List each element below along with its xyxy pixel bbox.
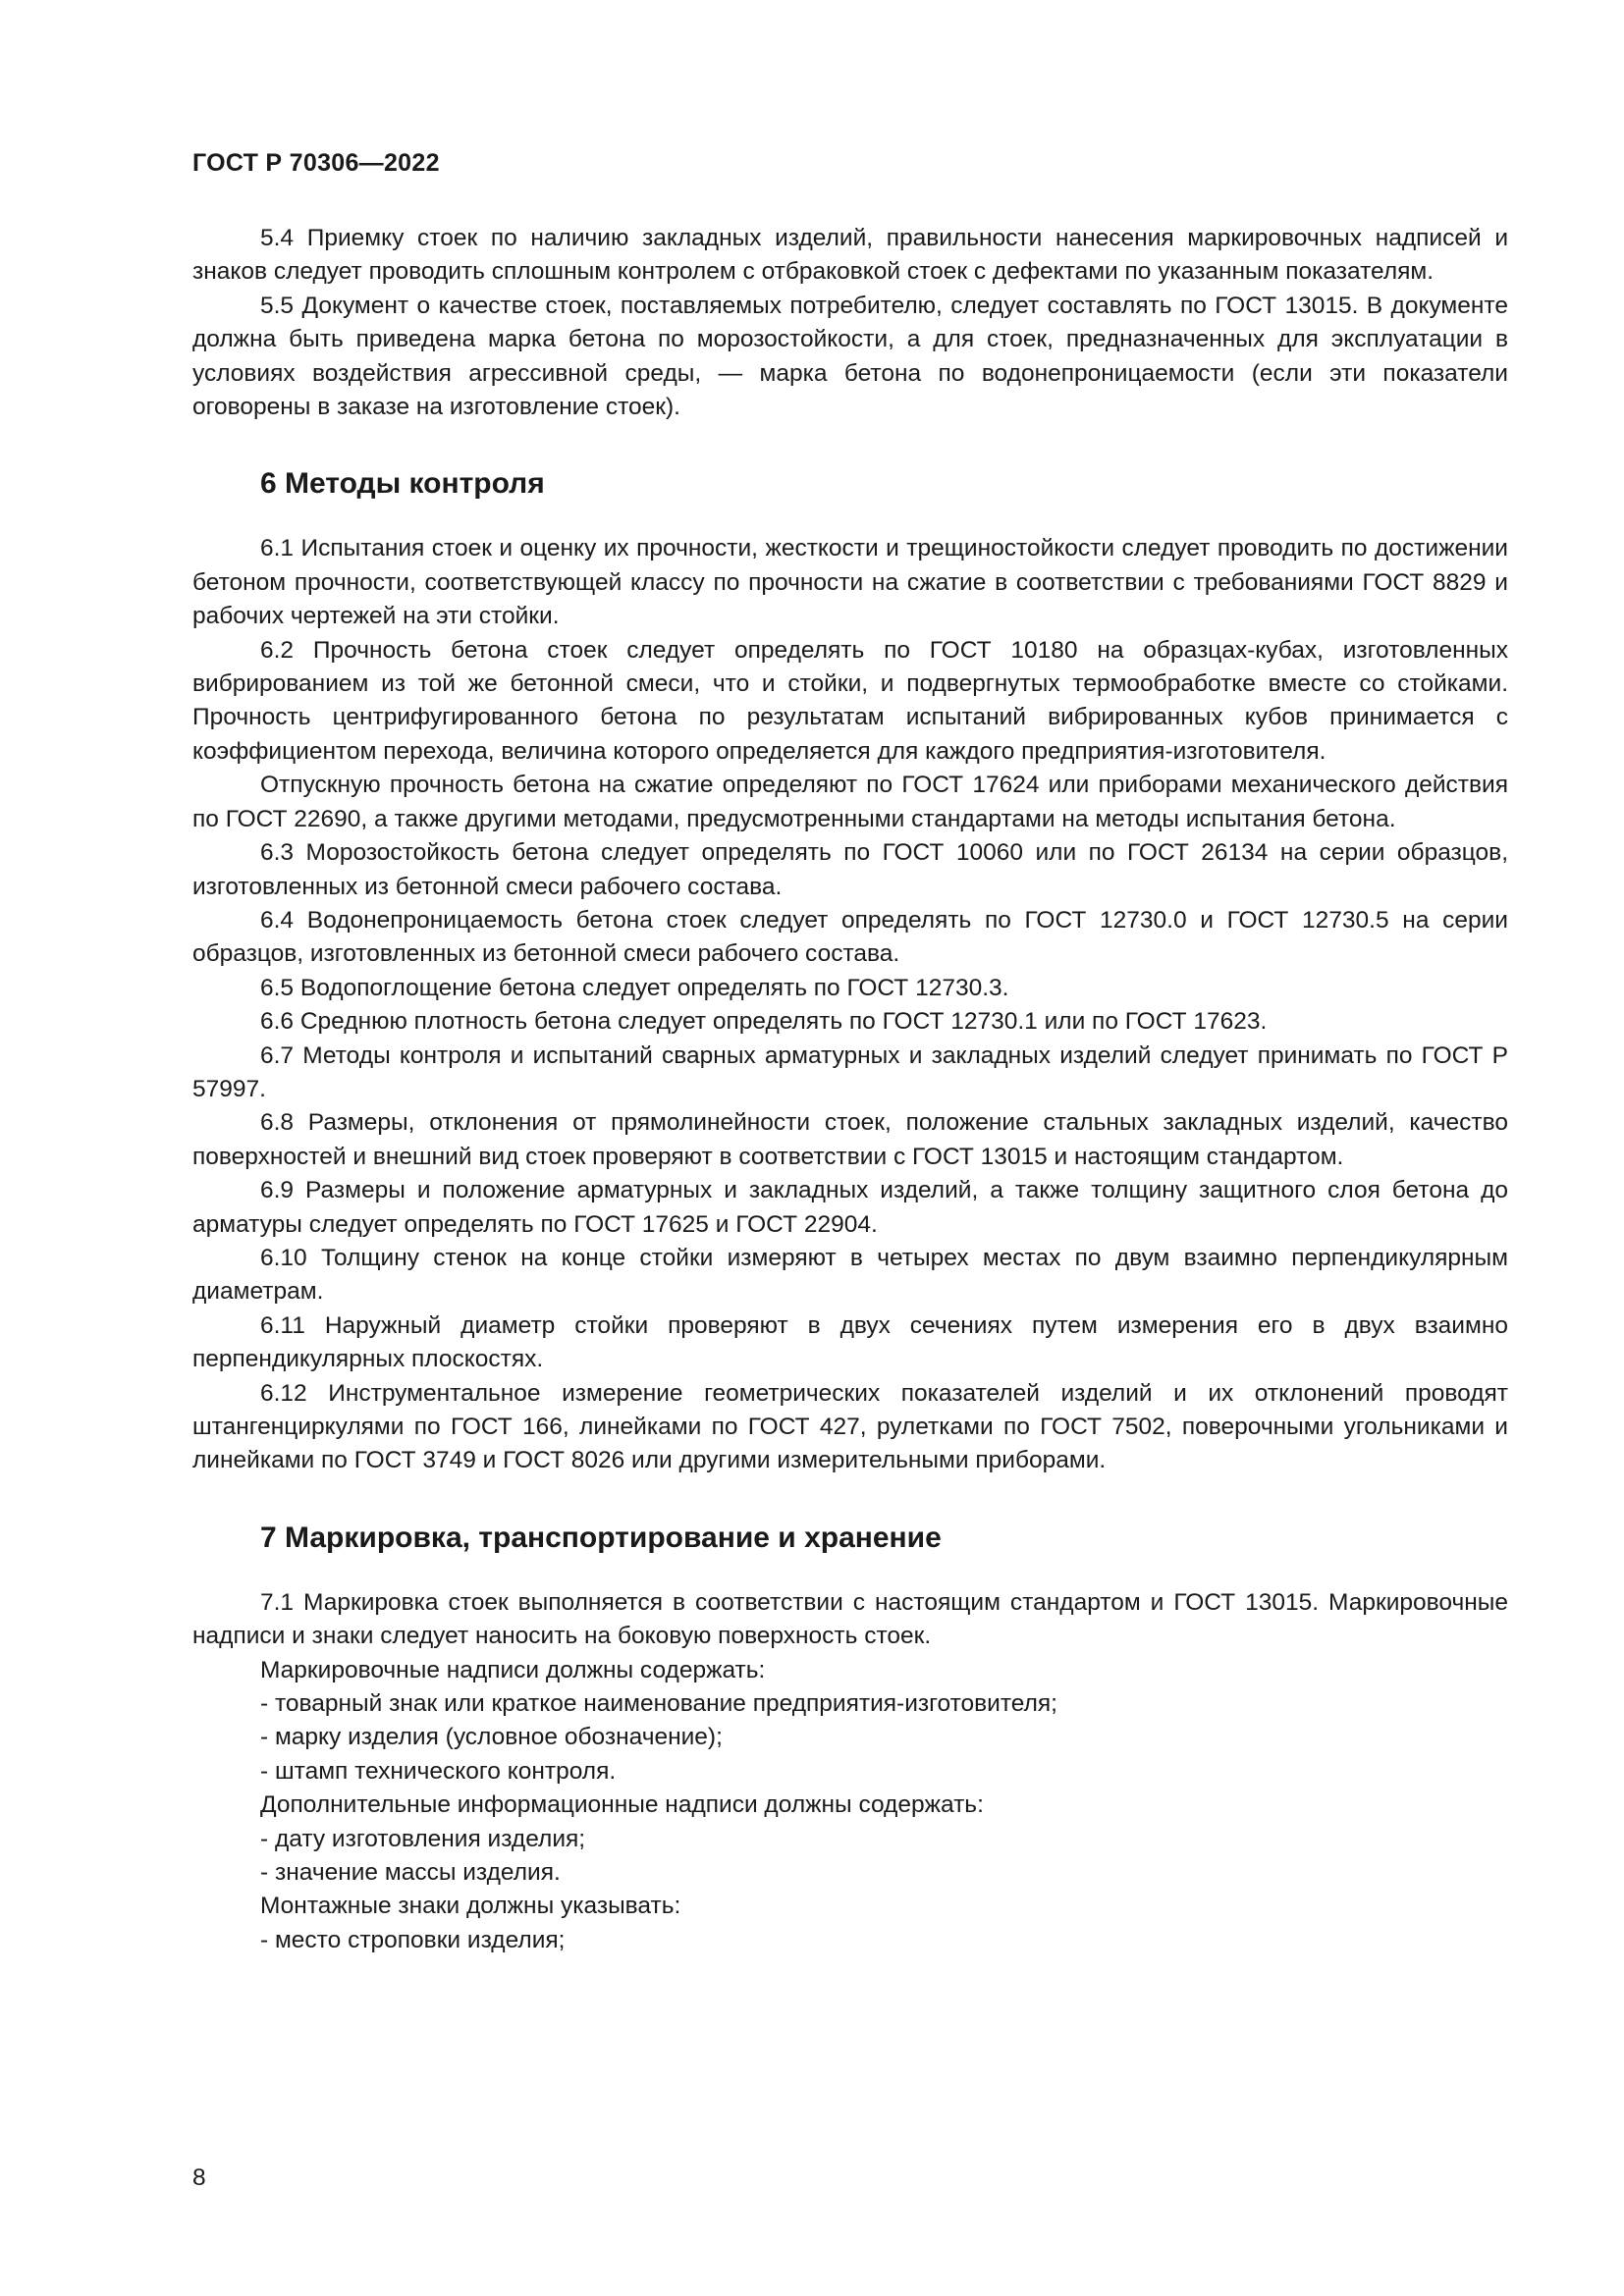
list-item: - марку изделия (условное обозначение);	[260, 1724, 723, 1751]
extra-info-intro: Дополнительные информационные надписи должны содержать:	[260, 1791, 984, 1819]
paragraph-6-11: 6.11 Наружный диаметр стойки проверяют в двух сечениях путем измерения его в двух взаимно перпендикулярных плоскостях.	[192, 1311, 1508, 1373]
paragraph-6-4: 6.4 Водонепроницаемость бетона стоек следует определять по ГОСТ 12730.0 и ГОСТ 12730.5 на серии образцов, изготовленных из бетонной смеси рабочего состава.	[192, 906, 1508, 968]
list-item: - товарный знак или краткое наименование предприятия-изготовителя;	[260, 1690, 1057, 1718]
document-code-header: ГОСТ Р 70306—2022	[192, 149, 440, 177]
paragraph-5-5: 5.5 Документ о качестве стоек, поставляемых потребителю, следует составлять по ГОСТ 13015. В документе должна быть приведена марка бетона по морозостойкости, а для стоек, предназначенных для эксплуатации в условиях воздействия агрессивной среды, — марка бетона по водонепроницаемости (если эти показатели оговорены в заказе на изготовление стоек).	[192, 292, 1508, 421]
list-item: - дату изготовления изделия;	[260, 1825, 586, 1852]
paragraph-7-1: 7.1 Маркировка стоек выполняется в соответствии с настоящим стандартом и ГОСТ 13015. Маркировочные надписи и знаки следует наносить на боковую поверхность стоек.	[192, 1588, 1508, 1650]
paragraph-6-12: 6.12 Инструментальное измерение геометрических показателей изделий и их отклонений проводят штангенциркулями по ГОСТ 166, линейками по ГОСТ 427, рулетками по ГОСТ 7502, поверочными угольниками и линейками по ГОСТ 3749 и ГОСТ 8026 или другими измерительными приборами.	[192, 1379, 1508, 1474]
paragraph-6-3: 6.3 Морозостойкость бетона следует определять по ГОСТ 10060 или по ГОСТ 26134 на серии образцов, изготовленных из бетонной смеси рабочего состава.	[192, 839, 1508, 900]
paragraph-6-2: 6.2 Прочность бетона стоек следует определять по ГОСТ 10180 на образцах-кубах, изготовленных вибрированием из той же бетонной смеси, что и стойки, и подвергнутых термообработке вместе со стойками. Прочность центрифугированного бетона по результатам испытаний вибрированных кубов принимается с коэффициентом перехода, величина которого определяется для каждого предприятия-изготовителя.	[192, 636, 1508, 765]
list-item: - значение массы изделия.	[260, 1859, 561, 1887]
section-7-title: 7 Маркировка, транспортирование и хранение	[260, 1521, 942, 1554]
mounting-signs-intro: Монтажные знаки должны указывать:	[260, 1893, 681, 1920]
list-item: - место строповки изделия;	[260, 1926, 566, 1953]
paragraph-6-7: 6.7 Методы контроля и испытаний сварных арматурных и закладных изделий следует принимать по ГОСТ Р 57997.	[192, 1041, 1508, 1102]
paragraph-5-4: 5.4 Приемку стоек по наличию закладных изделий, правильности нанесения маркировочных надписей и знаков следует проводить сплошным контролем с отбраковкой стоек с дефектами по указанным показателям.	[192, 225, 1508, 286]
marking-intro: Маркировочные надписи должны содержать:	[260, 1656, 766, 1683]
paragraph-6-1: 6.1 Испытания стоек и оценку их прочности, жесткости и трещиностойкости следует проводить по достижении бетоном прочности, соответствующей классу по прочности на сжатие в соответствии с требованиями ГОСТ 8829 и рабочих чертежей на эти стойки.	[192, 535, 1508, 630]
paragraph-6-9: 6.9 Размеры и положение арматурных и закладных изделий, а также толщину защитного слоя бетона до арматуры следует определять по ГОСТ 17625 и ГОСТ 22904.	[192, 1177, 1508, 1238]
list-item: - штамп технического контроля.	[260, 1757, 617, 1785]
page-number: 8	[192, 2164, 206, 2191]
paragraph-6-8: 6.8 Размеры, отклонения от прямолинейности стоек, положение стальных закладных изделий, качество поверхностей и внешний вид стоек проверяют в соответствии с ГОСТ 13015 и настоящим стандартом.	[192, 1109, 1508, 1170]
paragraph-6-10: 6.10 Толщину стенок на конце стойки измеряют в четырех местах по двум взаимно перпендикулярным диаметрам.	[192, 1244, 1508, 1306]
document-body	[192, 222, 1508, 1957]
paragraph-6-2-release-strength: Отпускную прочность бетона на сжатие определяют по ГОСТ 17624 или приборами механического действия по ГОСТ 22690, а также другими методами, предусмотренными стандартами на методы испытания бетона.	[192, 772, 1508, 832]
section-6-title: 6 Методы контроля	[260, 467, 545, 501]
paragraph-6-6: 6.6 Среднюю плотность бетона следует определять по ГОСТ 12730.1 или по ГОСТ 17623.	[260, 1008, 1268, 1036]
paragraph-6-5: 6.5 Водопоглощение бетона следует определять по ГОСТ 12730.3.	[260, 974, 1009, 1001]
